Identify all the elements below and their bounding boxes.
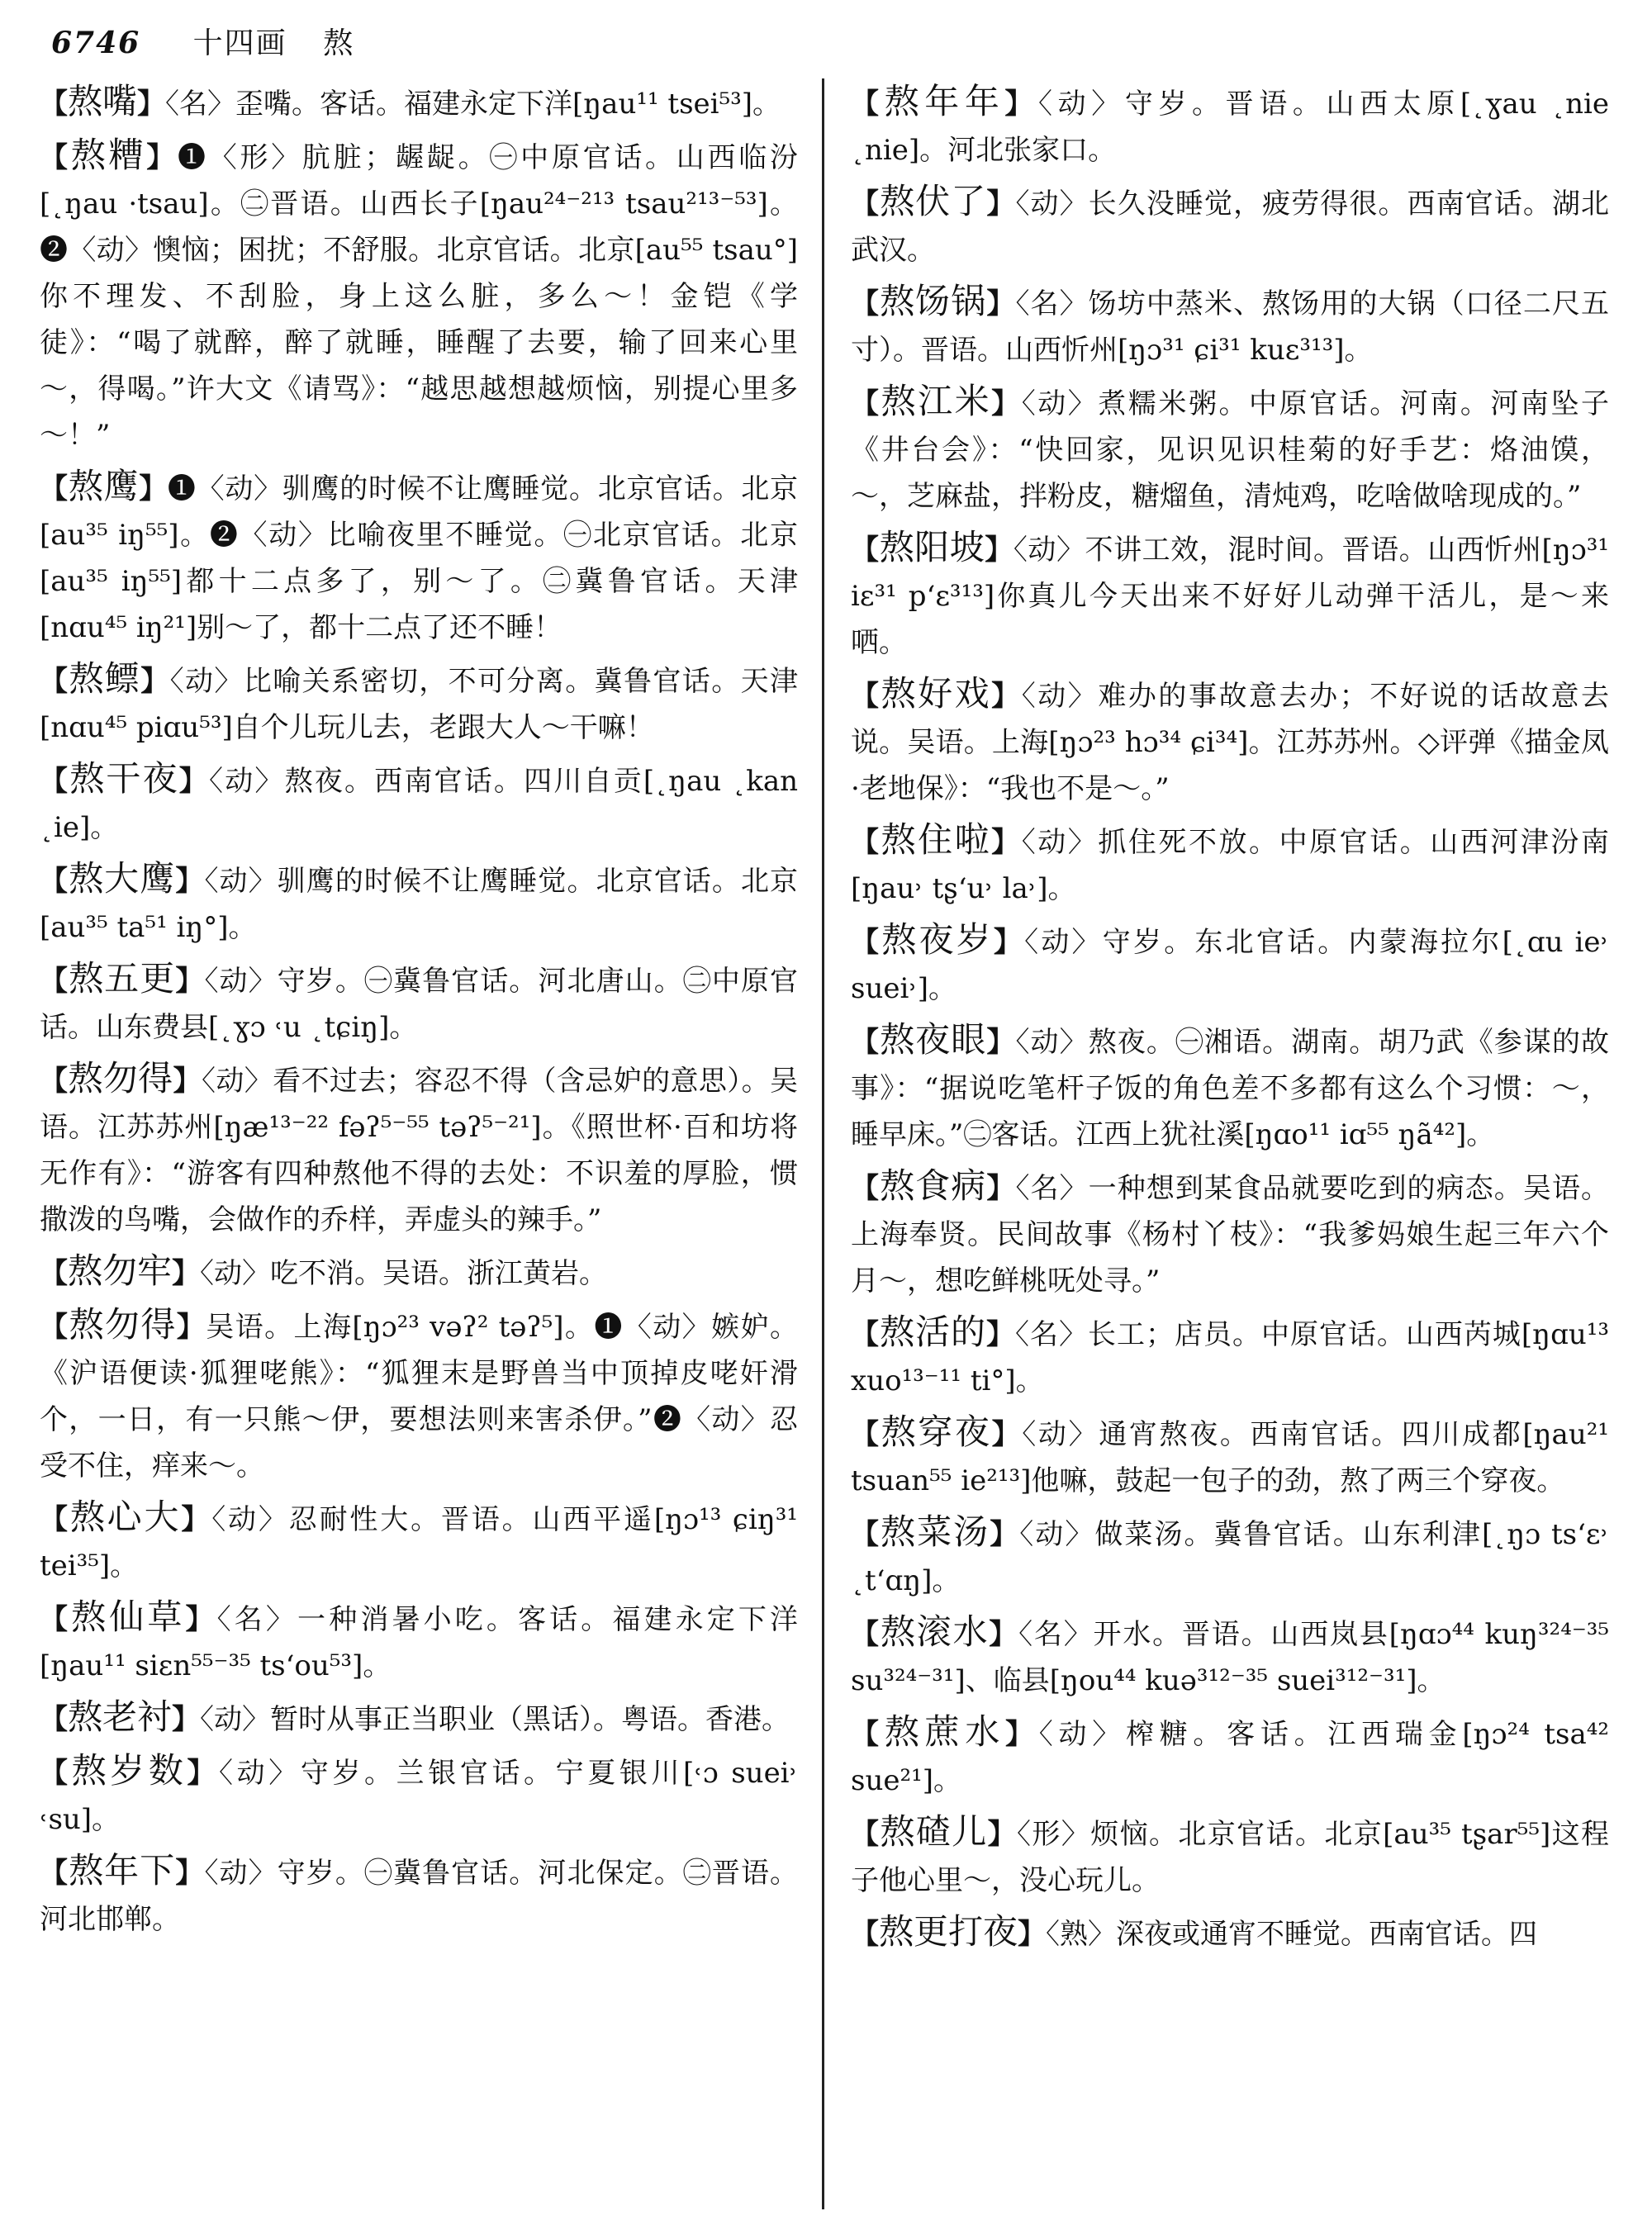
open-bracket: 【 xyxy=(851,1818,881,1851)
dictionary-entry xyxy=(851,524,1609,666)
close-bracket: 】 xyxy=(175,1857,205,1890)
entry-definition: 吴语。上海[ŋɔ²³ vəʔ² təʔ⁵]。❶〈动〉嫉妒。《沪语便读·狐狸咾熊》：“狐狸末是野兽当中顶掉皮咾奸滑个，一日，有一只熊～伊，要想法则来害杀伊。”❷〈动〉忍受不住，痒来～。 xyxy=(40,1311,799,1483)
dictionary-entry xyxy=(40,1056,798,1243)
entry-headword: 熬老衬 xyxy=(68,1696,173,1737)
entry-headword: 熬勿得 xyxy=(68,1058,173,1098)
dictionary-entry xyxy=(851,1017,1609,1158)
close-bracket: 】 xyxy=(986,187,1016,221)
dictionary-entry xyxy=(40,463,798,651)
open-bracket: 【 xyxy=(40,1757,72,1790)
open-bracket: 【 xyxy=(851,1718,885,1751)
open-bracket: 【 xyxy=(851,1618,881,1651)
column-divider xyxy=(822,78,824,2209)
close-bracket: 】 xyxy=(990,1518,1020,1551)
entry-headword: 熬江米 xyxy=(881,381,992,421)
entry-definition: 〈动〉榨糖。客话。江西瑞金[ŋɔ²⁴ tsa⁴² sue²¹]。 xyxy=(851,1718,1610,1797)
page-number: 6746 xyxy=(51,26,141,60)
dictionary-entry xyxy=(851,1609,1609,1704)
close-bracket: 】 xyxy=(991,680,1022,713)
dictionary-entry xyxy=(851,1709,1609,1804)
close-bracket: 】 xyxy=(137,88,166,121)
stroke-section: 十四画 xyxy=(192,26,287,60)
close-bracket: 】 xyxy=(146,141,178,174)
entry-headword: 熬夜岁 xyxy=(881,919,994,960)
open-bracket: 【 xyxy=(40,865,69,898)
open-bracket: 【 xyxy=(851,187,881,221)
open-bracket: 【 xyxy=(40,965,69,998)
close-bracket: 】 xyxy=(991,1418,1023,1451)
dictionary-entry xyxy=(40,756,798,851)
entry-headword: 熬穿夜 xyxy=(881,1412,992,1452)
entry-definition: 〈动〉守岁。兰银官话。宁夏银川[˓ɔ suei˒ ˓su]。 xyxy=(40,1757,799,1836)
entry-definition: 〈动〉不讲工效，混时间。晋语。山西忻州[ŋɔ³¹ iɛ³¹ pʻɛ³¹³]你真儿今天出来不好好儿动弹干活儿，是～来哂。 xyxy=(851,534,1610,659)
open-bracket: 【 xyxy=(851,926,882,959)
open-bracket: 【 xyxy=(40,1065,69,1098)
open-bracket: 【 xyxy=(851,1318,880,1351)
dictionary-entry xyxy=(851,671,1609,812)
entry-definition: 〈动〉比喻关系密切，不可分离。冀鲁官话。天津[nɑu⁴⁵ piɑu⁵³]自个儿玩儿去，老跟大人～干嘛！ xyxy=(40,665,799,744)
dictionary-entry xyxy=(40,856,798,951)
open-bracket: 【 xyxy=(851,534,880,567)
entry-headword: 熬勿得 xyxy=(69,1304,177,1345)
dictionary-entry xyxy=(40,1594,798,1689)
close-bracket: 】 xyxy=(986,1026,1016,1059)
entry-headword: 熬大鹰 xyxy=(69,858,176,899)
close-bracket: 】 xyxy=(989,1618,1019,1651)
dictionary-entry xyxy=(851,1809,1609,1904)
dictionary-entry xyxy=(40,656,798,751)
open-bracket: 【 xyxy=(40,665,69,698)
dictionary-entry xyxy=(851,817,1609,912)
open-bracket: 【 xyxy=(40,765,70,798)
open-bracket: 【 xyxy=(40,88,68,121)
dictionary-entry xyxy=(851,1509,1609,1604)
entry-headword: 熬蔗水 xyxy=(884,1711,1005,1752)
entry-headword: 熬更打夜 xyxy=(879,1911,1018,1952)
open-bracket: 【 xyxy=(40,1503,70,1536)
entry-definition: 〈动〉看不过去；容忍不得（含忌妒的意思）。吴语。江苏苏州[ŋæ¹³⁻²² fəʔ⁵⁻⁵⁵ təʔ⁵⁻²¹]。《照世杯·百和坊将无作有》：“游客有四种熬他不得的去处：不识羞的厚脸，惯撒泼的鸟嘴，会做作的乔样，弄虚头的辣手。” xyxy=(40,1065,799,1236)
right-column xyxy=(851,78,1609,1962)
entry-headword: 熬活的 xyxy=(880,1312,986,1352)
close-bracket: 】 xyxy=(1004,88,1039,121)
dictionary-entry xyxy=(40,1494,798,1589)
close-bracket: 】 xyxy=(986,1318,1015,1351)
close-bracket: 】 xyxy=(187,1757,220,1790)
close-bracket: 】 xyxy=(176,1311,206,1344)
entry-definition: 〈动〉守岁。东北官话。内蒙海拉尔[˛ɑu ie˒ suei˒]。 xyxy=(851,926,1609,1005)
close-bracket: 】 xyxy=(986,287,1016,320)
close-bracket: 】 xyxy=(172,1257,201,1290)
open-bracket: 【 xyxy=(851,1172,881,1205)
entry-definition: 〈动〉做菜汤。冀鲁官话。山东利津[˛ŋɔ tsʻɛ˒ ˛tʻɑŋ]。 xyxy=(851,1518,1609,1597)
open-bracket: 【 xyxy=(40,1257,68,1290)
dictionary-entry xyxy=(851,1309,1609,1404)
entry-definition: 〈动〉熬夜。㊀湘语。湖南。胡乃武《参谋的故事》：“据说吃笔杆子饭的角色差不多都有这么个习惯：～，睡早床。”㊁客话。江西上犹社溪[ŋɑo¹¹ iɑ⁵⁵ ŋã⁴²]。 xyxy=(851,1026,1610,1151)
open-bracket: 【 xyxy=(851,1518,881,1551)
close-bracket: 】 xyxy=(993,926,1025,959)
entry-headword: 熬鳔 xyxy=(69,658,141,699)
entry-headword: 熬夜眼 xyxy=(880,1019,987,1060)
close-bracket: 】 xyxy=(175,965,205,998)
close-bracket: 】 xyxy=(985,534,1014,567)
close-bracket: 】 xyxy=(986,1172,1016,1205)
dictionary-entry xyxy=(40,1748,798,1843)
entry-definition: 〈动〉熬夜。西南官话。四川自贡[˛ŋau ˛kan ˛ie]。 xyxy=(40,765,799,844)
entry-definition: ❶〈形〉肮脏；龌龊。㊀中原官话。山西临汾[˛ŋau ·tsau]。㊁晋语。山西长子[ŋau²⁴⁻²¹³ tsau²¹³⁻⁵³]。❷〈动〉懊恼；困扰；不舒服。北京官话。北京[au⁵⁵ tsau°]你不理发、不刮脸，身上这么脏，多么～！金铠《学徒》：“喝了就醉，醉了就睡，睡醒了去要，输了回来心里～，得喝。”许大文《请骂》：“越思越想越烦恼，别提心里多～！” xyxy=(40,141,799,452)
dictionary-entry xyxy=(851,178,1609,273)
entry-definition: 〈动〉长久没睡觉，疲劳得很。西南官话。湖北武汉。 xyxy=(851,187,1610,267)
entry-headword: 熬五更 xyxy=(69,958,176,999)
entry-definition: 〈名〉一种想到某食品就要吃到的病态。吴语。上海奉贤。民间故事《杨村丫枝》：“我爹妈娘生起三年六个月～，想吃鲜桃呒处寻。” xyxy=(851,1172,1610,1298)
header-character: 熬 xyxy=(323,26,355,60)
dictionary-entry xyxy=(40,78,798,127)
close-bracket: 】 xyxy=(991,826,1022,859)
dictionary-entry xyxy=(851,1909,1609,1957)
close-bracket: 】 xyxy=(172,1703,201,1736)
entry-definition: 〈名〉长工；店员。中原官话。山西芮城[ŋɑu¹³ xuo¹³⁻¹¹ ti°]。 xyxy=(851,1318,1609,1397)
entry-headword: 熬菜汤 xyxy=(881,1511,990,1552)
entry-headword: 熬岁数 xyxy=(71,1750,188,1791)
entry-definition: 〈动〉守岁。㊀冀鲁官话。河北保定。㊁晋语。河北邯郸。 xyxy=(40,1857,799,1936)
left-column xyxy=(40,78,798,1948)
entry-headword: 熬阳坡 xyxy=(879,527,985,567)
open-bracket: 【 xyxy=(40,1703,68,1736)
dictionary-entry xyxy=(851,1409,1609,1504)
entry-headword: 熬仙草 xyxy=(71,1597,186,1637)
entry-definition: 〈动〉难办的事故意去办；不好说的话故意去说。吴语。上海[ŋɔ²³ hɔ³⁴ ɕi³⁴]。江苏苏州。◇评弹《描金凤·老地保》：“我也不是～。” xyxy=(851,680,1609,805)
entry-headword: 熬糟 xyxy=(70,135,147,175)
entry-headword: 熬碴儿 xyxy=(880,1811,988,1852)
dictionary-entry xyxy=(851,1163,1609,1304)
entry-definition: 〈名〉歪嘴。客话。福建永定下洋[ŋau¹¹ tsei⁵³]。 xyxy=(165,88,781,121)
entry-definition: 〈动〉通宵熬夜。西南官话。四川成都[ŋau²¹ tsuan⁵⁵ ie²¹³]他嘛，鼓起一包子的劲，熬了两三个穿夜。 xyxy=(851,1418,1609,1497)
entry-headword: 熬年下 xyxy=(69,1850,176,1891)
close-bracket: 】 xyxy=(1004,1718,1039,1751)
entry-definition: 〈动〉守岁。晋语。山西太原[˛ɣau ˛nie ˛nie]。河北张家口。 xyxy=(851,88,1609,167)
entry-headword: 熬嘴 xyxy=(68,81,138,121)
entry-definition: 〈形〉烦恼。北京官话。北京[au³⁵ tʂar⁵⁵]这程子他心里～，没心玩儿。 xyxy=(851,1818,1610,1897)
close-bracket: 】 xyxy=(1018,1918,1047,1951)
entry-definition: ❶〈动〉驯鹰的时候不让鹰睡觉。北京官话。北京[au³⁵ iŋ⁵⁵]。❷〈动〉比喻夜里不睡觉。㊀北京官话。北京[au³⁵ iŋ⁵⁵]都十二点多了，别～了。㊁冀鲁官话。天津[nɑu⁴⁵ iŋ²¹]别～了，都十二点了还不睡！ xyxy=(40,472,799,644)
open-bracket: 【 xyxy=(851,1418,881,1451)
open-bracket: 【 xyxy=(40,1603,72,1636)
dictionary-entry xyxy=(40,1248,798,1297)
page-header xyxy=(51,20,354,62)
entry-headword: 熬伏了 xyxy=(880,181,987,221)
entry-definition: 〈熟〉深夜或通宵不睡觉。西南官话。四 xyxy=(1046,1918,1538,1951)
close-bracket: 】 xyxy=(991,387,1022,420)
entry-headword: 熬干夜 xyxy=(69,758,179,799)
entry-headword: 熬年年 xyxy=(884,81,1005,121)
entry-definition: 〈动〉吃不消。吴语。浙江黄岩。 xyxy=(200,1257,608,1290)
dictionary-entry xyxy=(40,956,798,1051)
open-bracket: 【 xyxy=(851,826,881,859)
dictionary-entry xyxy=(40,132,798,458)
entry-headword: 熬住啦 xyxy=(881,819,992,860)
entry-definition: 〈名〉开水。晋语。山西岚县[ŋɑɔ⁴⁴ kuŋ³²⁴⁻³⁵ su³²⁴⁻³¹]、临县[ŋou⁴⁴ kuə³¹²⁻³⁵ suei³¹²⁻³¹]。 xyxy=(851,1618,1610,1697)
entry-definition: 〈动〉守岁。㊀冀鲁官话。河北唐山。㊁中原官话。山东费县[˛ɣɔ ˓u ˛tɕiŋ]。 xyxy=(40,965,799,1044)
entry-definition: 〈动〉煮糯米粥。中原官话。河南。河南坠子《井台会》：“快回家，见识见识桂菊的好手艺：烙油馍，～，芝麻盐，拌粉皮，糖熘鱼，清炖鸡，吃啥做啥现成的。” xyxy=(851,387,1609,513)
close-bracket: 】 xyxy=(185,1603,217,1636)
dictionary-entry xyxy=(851,78,1609,173)
close-bracket: 】 xyxy=(140,665,170,698)
close-bracket: 】 xyxy=(181,1503,212,1536)
entry-headword: 熬食病 xyxy=(880,1165,987,1206)
entry-definition: 〈名〉一种消暑小吃。客话。福建永定下洋[ŋau¹¹ siɛn⁵⁵⁻³⁵ tsʻou⁵³]。 xyxy=(40,1603,799,1682)
close-bracket: 】 xyxy=(178,765,209,798)
entry-headword: 熬饧锅 xyxy=(880,281,987,321)
dictionary-entry xyxy=(851,278,1609,373)
entry-headword: 熬心大 xyxy=(69,1497,182,1537)
dictionary-entry xyxy=(40,1302,798,1489)
close-bracket: 】 xyxy=(139,472,168,505)
open-bracket: 【 xyxy=(40,472,69,505)
entry-headword: 熬鹰 xyxy=(68,466,140,506)
close-bracket: 】 xyxy=(175,865,205,898)
entry-definition: 〈动〉抓住死不放。中原官话。山西河津汾南[ŋau˒ tʂʻu˒ la˒]。 xyxy=(851,826,1609,905)
dictionary-entry xyxy=(40,1694,798,1743)
open-bracket: 【 xyxy=(851,88,885,121)
open-bracket: 【 xyxy=(40,1311,69,1344)
entry-definition: 〈动〉忍耐性大。晋语。山西平遥[ŋɔ¹³ ɕiŋ³¹ tei³⁵]。 xyxy=(40,1503,799,1582)
entry-headword: 熬滚水 xyxy=(880,1611,990,1652)
entry-headword: 熬好戏 xyxy=(881,673,992,714)
dictionary-entry xyxy=(851,917,1609,1012)
entry-headword: 熬勿牢 xyxy=(68,1250,173,1291)
close-bracket: 】 xyxy=(173,1065,202,1098)
open-bracket: 【 xyxy=(851,1918,879,1951)
open-bracket: 【 xyxy=(40,141,71,174)
dictionary-entry xyxy=(851,378,1609,520)
open-bracket: 【 xyxy=(851,287,881,320)
dictionary-entry xyxy=(40,1848,798,1943)
open-bracket: 【 xyxy=(851,1026,881,1059)
entry-definition: 〈动〉驯鹰的时候不让鹰睡觉。北京官话。北京[au³⁵ ta⁵¹ iŋ°]。 xyxy=(40,865,799,944)
close-bracket: 】 xyxy=(987,1818,1018,1851)
open-bracket: 【 xyxy=(851,680,881,713)
entry-definition: 〈名〉饧坊中蒸米、熬饧用的大锅（口径二尺五寸）。晋语。山西忻州[ŋɔ³¹ ɕi³¹ kuɛ³¹³]。 xyxy=(851,287,1610,367)
entry-definition: 〈动〉暂时从事正当职业（黑话）。粤语。香港。 xyxy=(200,1703,790,1736)
open-bracket: 【 xyxy=(851,387,881,420)
open-bracket: 【 xyxy=(40,1857,69,1890)
